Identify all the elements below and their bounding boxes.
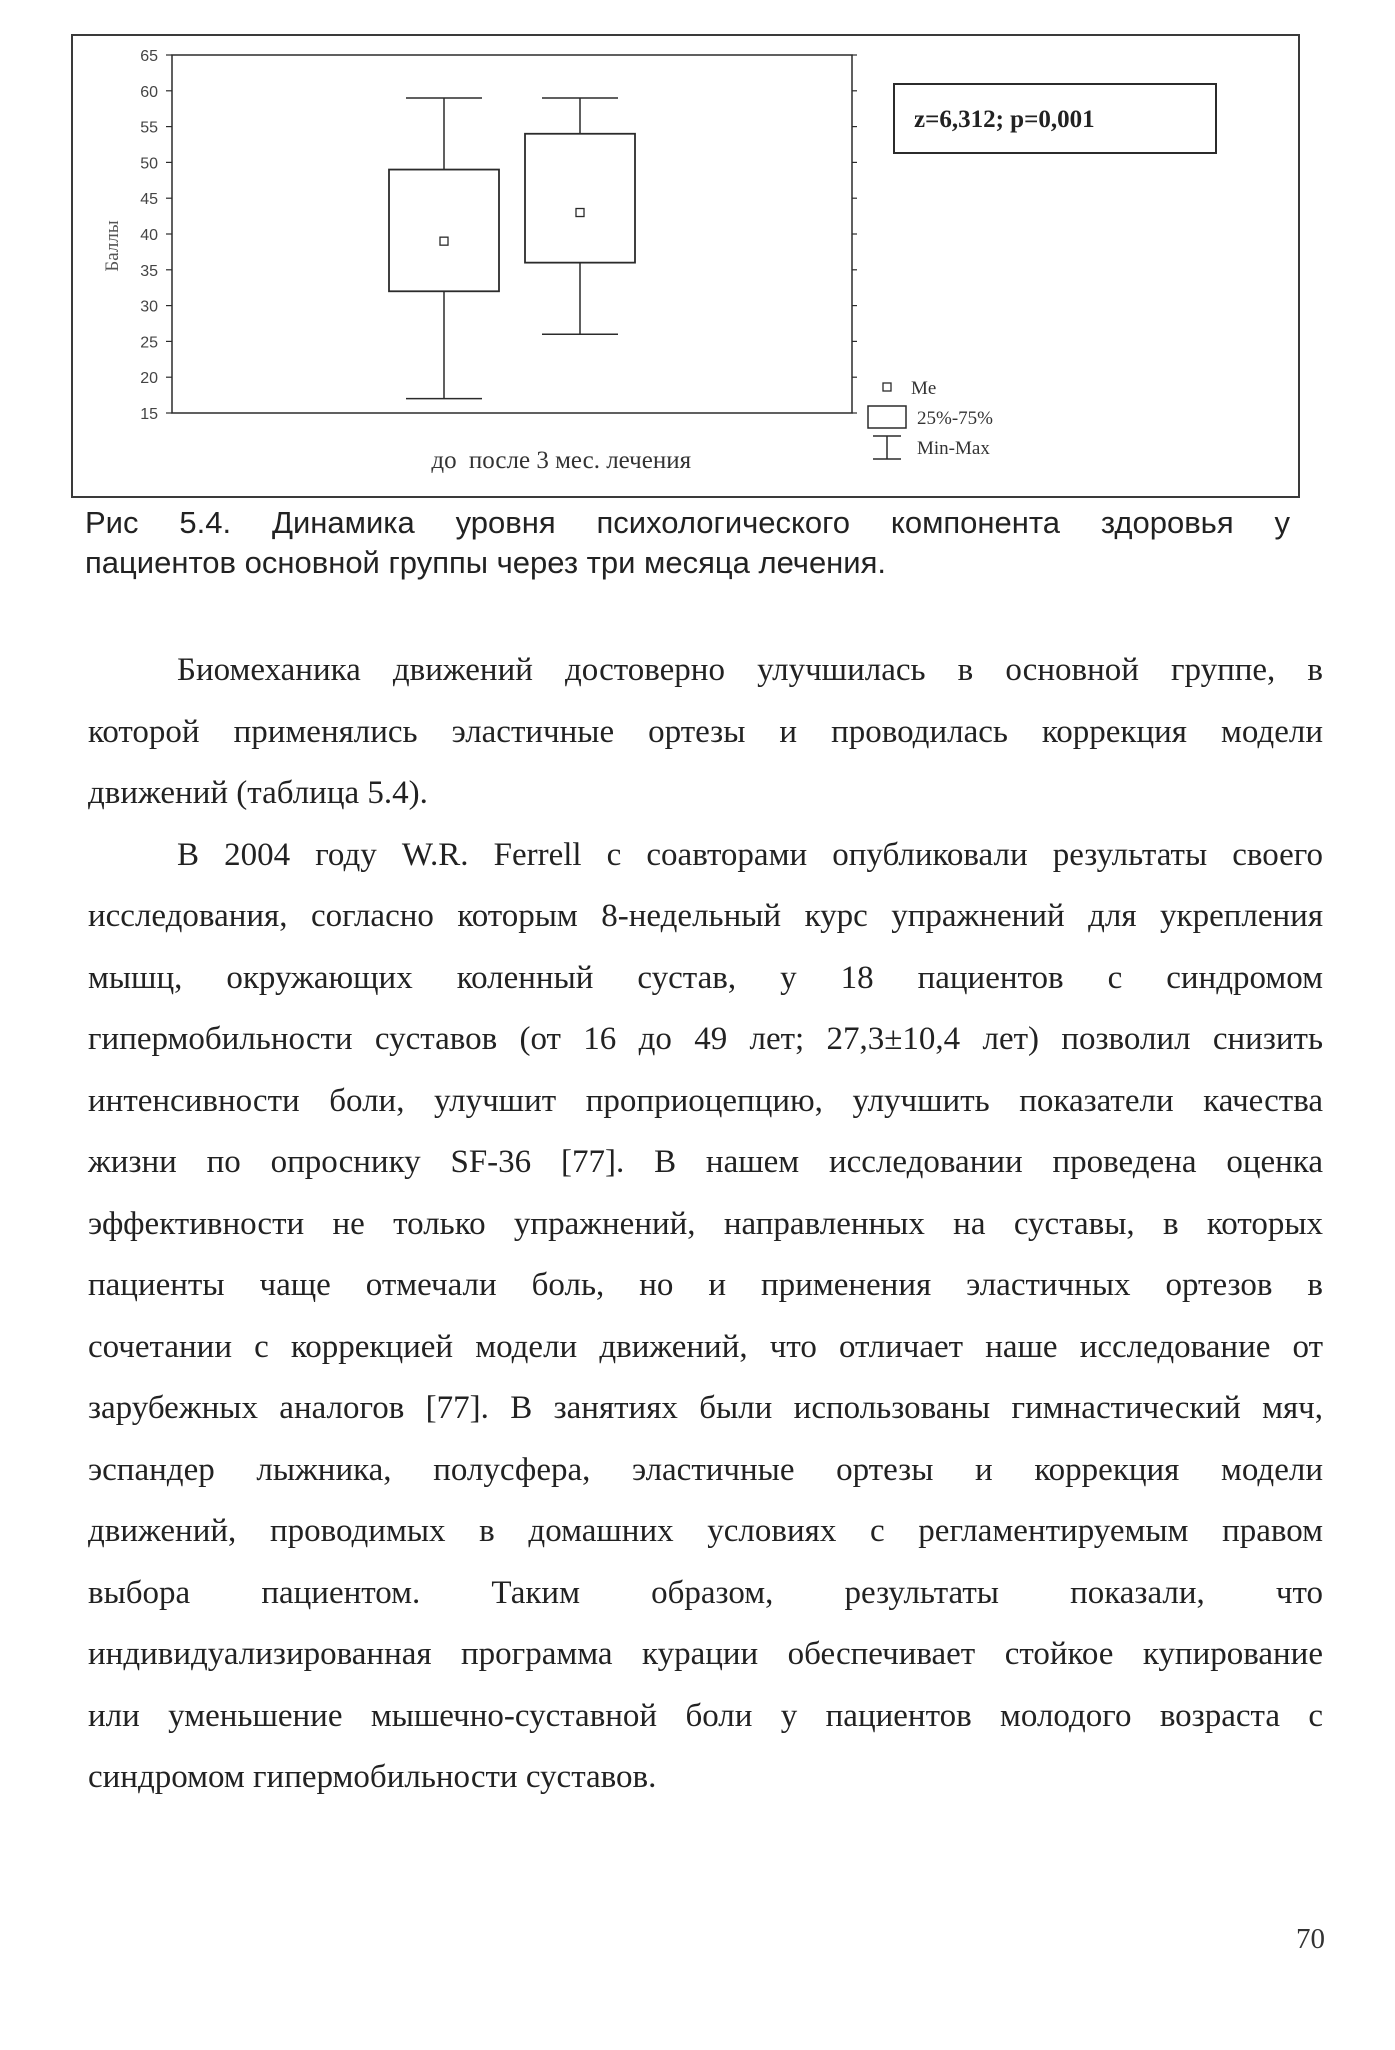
text-line: эспандер лыжника, полусфера, эластичные ортезы и коррекция модели	[88, 1451, 1323, 1488]
y-tick-label: 60	[140, 83, 158, 101]
text-line: которой применялись эластичные ортезы и проводилась коррекция модели	[88, 713, 1323, 750]
plot-area-frame	[172, 55, 852, 413]
caption-line: пациентов основной группы через три месяца лечения.	[85, 545, 887, 580]
text-line: интенсивности боли, улучшит проприоцепцию, улучшить показатели качества	[88, 1082, 1323, 1119]
text-line: индивидуализированная программа курации обеспечивает стойкое купирование	[88, 1636, 1323, 1672]
iqr-box	[525, 134, 635, 263]
text-line: выбора пациентом. Таким образом, результаты показали, что	[88, 1574, 1323, 1611]
page-number: 70	[1296, 1923, 1325, 1955]
legend-label: Min-Max	[917, 438, 990, 459]
figure-caption	[85, 503, 1290, 583]
text-line: гипермобильности суставов (от 16 до 49 лет; 27,3±10,4 лет) позволил снизить	[88, 1021, 1323, 1057]
text-line: или уменьшение мышечно-суставной боли у пациентов молодого возраста с	[88, 1697, 1323, 1734]
y-tick-label: 20	[140, 370, 158, 388]
y-tick-label: 65	[140, 48, 158, 65]
text-line: синдромом гипермобильности суставов.	[88, 1759, 657, 1795]
text-line: пациенты чаще отмечали боль, но и применения эластичных ортезов в	[88, 1267, 1323, 1303]
legend-median-symbol	[883, 383, 891, 391]
text-line: зарубежных аналогов [77]. В занятиях были использованы гимнастический мяч,	[88, 1390, 1323, 1426]
text-line: В 2004 году W.R. Ferrell с соавторами опубликовали результаты своего	[177, 836, 1323, 873]
y-tick-label: 30	[140, 298, 158, 316]
y-tick-label: 15	[140, 406, 158, 423]
text-line: Биомеханика движений достоверно улучшилась в основной группе, в	[177, 652, 1323, 688]
y-tick-label: 40	[140, 227, 158, 244]
text-line: эффективности не только упражнений, направленных на суставы, в которых	[88, 1205, 1323, 1242]
text-line: жизни по опроснику SF-36 [77]. В нашем исследовании проведена оценка	[88, 1144, 1323, 1180]
paragraph	[88, 825, 1323, 1809]
y-tick-label: 25	[140, 334, 158, 352]
y-tick-label: 45	[140, 191, 158, 209]
paragraph	[88, 640, 1323, 825]
legend-label: Me	[911, 378, 937, 399]
text-line: мышц, окружающих коленный сустав, у 18 пациентов с синдромом	[88, 959, 1323, 996]
y-tick-label: 55	[140, 119, 158, 137]
y-tick-label: 35	[140, 262, 158, 280]
body-text	[88, 640, 1323, 1809]
text-line: исследования, согласно которым 8-недельный курс упражнений для укрепления	[88, 898, 1323, 934]
y-tick-label: 50	[140, 155, 158, 173]
box-plot-chart	[0, 0, 1395, 520]
iqr-box	[389, 170, 499, 292]
median-marker	[440, 237, 448, 245]
caption-line: Рис 5.4. Динамика уровня психологического компонента здоровья у	[85, 505, 1290, 540]
x-category-label: до	[431, 447, 457, 474]
text-line: движений (таблица 5.4).	[88, 775, 428, 811]
y-axis-label: Баллы	[102, 220, 123, 272]
text-line: движений, проводимых в домашних условиях с регламентируемым правом	[88, 1513, 1323, 1549]
legend-label: 25%-75%	[917, 408, 993, 429]
stats-annotation-text: z=6,312; p=0,001	[914, 106, 1095, 133]
x-category-label: после 3 мес. лечения	[468, 447, 692, 474]
text-line: сочетании с коррекцией модели движений, что отличает наше исследование от	[88, 1328, 1323, 1365]
legend-box-symbol	[868, 406, 906, 428]
median-marker	[576, 209, 584, 217]
